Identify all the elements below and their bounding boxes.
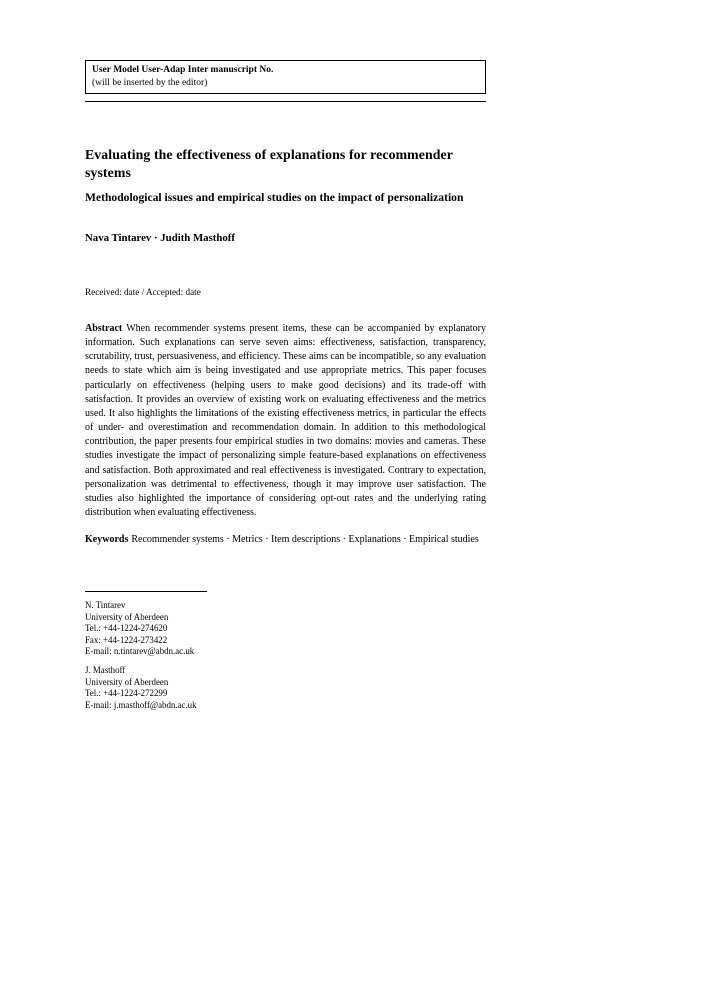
footnote-rule bbox=[85, 591, 207, 592]
abstract-text: When recommender systems present items, these can be accompanied by explanatory information. Such explanations can serve seven aims: effectiveness, satisfaction, transparency, scrutability, trust, persuasiveness, and efficiency. These aims can be incompatible, so any evaluation needs to state which aim is being investigated and use appropriate metrics. This paper focuses particularly on effectiveness (helping users to make good decisions) and its trade-off with satisfaction. It provides an overview of existing work on evaluating effectiveness and the metrics used. It also highlights the limitations of the existing effectiveness metrics, in particular the effects of under- and overestimation and recommendation domain. In addition to this methodological contribution, the paper presents four empirical studies in two domains: movies and cameras. These studies investigate the impact of personalizing simple feature-based explanations on effectiveness and satisfaction. Both approximated and real effectiveness is investigated. Contrary to expectation, personalization was detrimental to effectiveness, though it may improve user satisfaction. The studies also highlighted the importance of considering opt-out rates and the underlying rating distribution when evaluating effectiveness. bbox=[85, 323, 486, 519]
abstract-section bbox=[85, 322, 486, 520]
footnote-line: Tel.: +44-1224-272299 bbox=[85, 688, 168, 699]
received-accepted-line: Received: date / Accepted: date bbox=[85, 287, 201, 297]
manuscript-no-line: User Model User-Adap Inter manuscript No. bbox=[92, 65, 274, 75]
paper-title: Evaluating the effectiveness of explanations for recommender systems bbox=[85, 147, 453, 180]
footnote-block-author2 bbox=[85, 665, 486, 711]
footnote-line: J. Masthoff bbox=[85, 665, 126, 676]
abstract-label: Abstract bbox=[85, 323, 123, 334]
keywords-section bbox=[85, 533, 486, 547]
separator-rule bbox=[85, 101, 486, 102]
manuscript-header-box bbox=[85, 60, 486, 94]
page-content bbox=[85, 0, 486, 711]
editor-note-line: (will be inserted by the editor) bbox=[92, 77, 208, 88]
footnote-line: E-mail: j.masthoff@abdn.ac.uk bbox=[85, 699, 197, 710]
footnote-line: E-mail: n.tintarev@abdn.ac.uk bbox=[85, 645, 195, 656]
footnote-line: Fax: +44-1224-273422 bbox=[85, 634, 168, 645]
paper-subtitle: Methodological issues and empirical studies on the impact of personalization bbox=[85, 191, 464, 204]
footnote-line: Tel.: +44-1224-274620 bbox=[85, 623, 168, 634]
footnote-block-author1 bbox=[85, 600, 486, 657]
footnote-line: University of Aberdeen bbox=[85, 676, 169, 687]
authors-line: Nava Tintarev · Judith Masthoff bbox=[85, 232, 235, 244]
footnote-line: N. Tintarev bbox=[85, 600, 126, 611]
footnote-section bbox=[85, 600, 486, 711]
footnote-line: University of Aberdeen bbox=[85, 611, 169, 622]
keywords-text: Recommender systems · Metrics · Item descriptions · Explanations · Empirical studies bbox=[131, 534, 479, 546]
keywords-label: Keywords bbox=[85, 534, 129, 546]
